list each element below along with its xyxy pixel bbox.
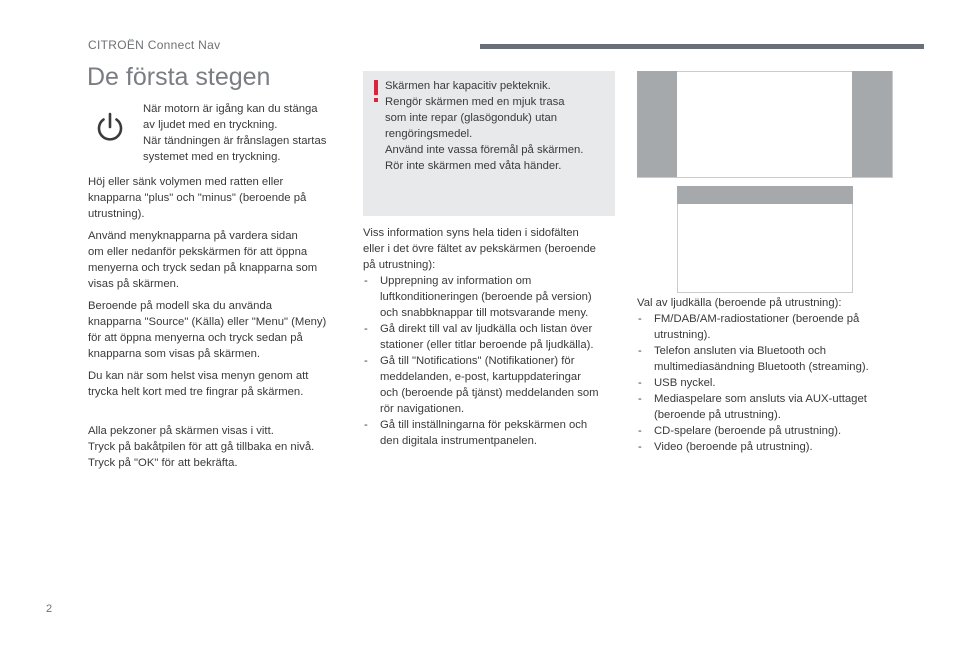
text-line: Alla pekzoner på skärmen visas i vitt.	[88, 425, 274, 437]
list-item-line: - USB nyckel.	[654, 377, 716, 389]
text-line: Beroende på modell ska du använda	[88, 300, 273, 312]
warning-line: Rör inte skärmen med våta händer.	[385, 160, 562, 172]
power-text-line: systemet med en tryckning.	[143, 151, 281, 163]
audio-source-list	[637, 311, 907, 455]
power-icon	[93, 110, 127, 144]
intro-line: eller i det övre fältet av pekskärmen (beroende	[363, 243, 596, 255]
list-item-line: - Gå till "Notifications" (Notifikationer) för	[380, 355, 575, 367]
text-line: knapparna "Source" (Källa) eller "Menu" (Meny)	[88, 316, 327, 328]
list-item-line: - CD-spelare (beroende på utrustning).	[654, 425, 842, 437]
intro-line: Viss information syns hela tiden i sidofälten	[363, 227, 579, 239]
list-item	[637, 311, 907, 343]
list-item-line: luftkonditioneringen (beroende på version)	[380, 291, 592, 303]
list-item-line: - Mediaspelare som ansluts via AUX-uttaget	[654, 393, 867, 405]
list-item-line: - Gå till inställningarna för pekskärmen och	[380, 419, 588, 431]
list-item	[363, 353, 621, 417]
list-item-line: - Video (beroende på utrustning).	[654, 441, 813, 453]
paragraph-volume	[88, 174, 353, 222]
text-line: Tryck på bakåtpilen för att gå tillbaka en nivå.	[88, 441, 315, 453]
warning-exclamation-icon	[372, 80, 380, 102]
list-item	[637, 423, 907, 439]
list-item-line: - Upprepning av information om	[380, 275, 532, 287]
text-line: om eller nedanför pekskärmen för att öppna	[88, 246, 308, 258]
text-line: Höj eller sänk volymen med ratten eller	[88, 176, 284, 188]
list-item-line: utrustning).	[654, 329, 711, 341]
list-item	[637, 343, 907, 375]
list-item-line: (beroende på utrustning).	[654, 409, 781, 421]
audio-source-section	[637, 295, 907, 455]
page-title: De första stegen	[87, 63, 271, 91]
list-item	[363, 417, 621, 449]
list-item-line: rör navigationen.	[380, 403, 465, 415]
screen-top-bar	[677, 186, 853, 204]
power-text-line: När motorn är igång kan du stänga	[143, 103, 318, 115]
paragraph-touch-zones	[88, 423, 353, 471]
power-description	[143, 101, 358, 165]
text-line: Tryck på "OK" för att bekräfta.	[88, 457, 238, 469]
text-line: utrustning).	[88, 208, 145, 220]
list-item-line: - Gå direkt till val av ljudkälla och listan över	[380, 323, 593, 335]
power-text-line: av ljudet med en tryckning.	[143, 119, 278, 131]
warning-line: Rengör skärmen med en mjuk trasa	[385, 96, 565, 108]
list-item	[363, 273, 621, 321]
list-item-line: meddelanden, e-post, kartuppdateringar	[380, 371, 581, 383]
power-text-line: När tändningen är frånslagen startas	[143, 135, 327, 147]
document-header-title: CITROËN Connect Nav	[88, 38, 221, 52]
intro-line: Val av ljudkälla (beroende på utrustning):	[637, 297, 842, 309]
list-item-line: multimediasändning Bluetooth (streaming).	[654, 361, 869, 373]
text-line: menyerna och tryck sedan på knapparna som	[88, 262, 318, 274]
list-item	[637, 391, 907, 423]
paragraph-three-fingers	[88, 368, 353, 400]
text-line: för att öppna menyerna och tryck sedan på	[88, 332, 303, 344]
list-item-line: och (beroende på tjänst) meddelanden som	[380, 387, 599, 399]
sidebar-info-section	[363, 225, 621, 449]
list-item-line: - FM/DAB/AM-radiostationer (beroende på	[654, 313, 860, 325]
warning-line: som inte repar (glasögonduk) utan	[385, 112, 558, 124]
list-item-line: stationer (eller titlar beroende på ljudkälla).	[380, 339, 594, 351]
text-line: Du kan när som helst visa menyn genom att	[88, 370, 309, 382]
text-line: knapparna som visas på skärmen.	[88, 348, 261, 360]
page-number: 2	[46, 603, 53, 615]
warning-line: rengöringsmedel.	[385, 128, 473, 140]
warning-line: Skärmen har kapacitiv pekteknik.	[385, 80, 551, 92]
list-item	[363, 321, 621, 353]
text-line: Använd menyknapparna på vardera sidan	[88, 230, 298, 242]
warning-text	[385, 78, 607, 174]
screen-left-sidebar	[637, 71, 677, 177]
text-line: visas på skärmen.	[88, 278, 180, 290]
list-item-line: den digitala instrumentpanelen.	[380, 435, 538, 447]
intro-line: på utrustning):	[363, 259, 436, 271]
list-item-line: - Telefon ansluten via Bluetooth och	[654, 345, 827, 357]
paragraph-source-menu	[88, 298, 353, 362]
text-line: trycka helt kort med tre fingrar på skärmen.	[88, 386, 304, 398]
list-item	[637, 439, 907, 455]
screen-right-sidebar	[852, 71, 892, 177]
paragraph-menu-buttons	[88, 228, 353, 292]
sidebar-info-list	[363, 273, 621, 449]
header-divider-bar	[480, 44, 924, 49]
warning-line: Använd inte vassa föremål på skärmen.	[385, 144, 584, 156]
list-item	[637, 375, 907, 391]
list-item-line: och snabbknappar till motsvarande meny.	[380, 307, 589, 319]
text-line: knapparna "plus" och "minus" (beroende på	[88, 192, 307, 204]
